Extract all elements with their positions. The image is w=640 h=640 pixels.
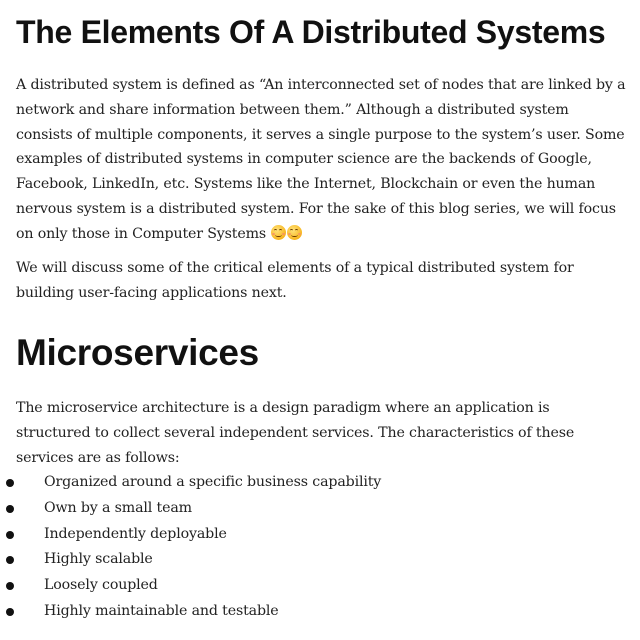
list-item-text: Organized around a specific business capability <box>44 474 382 490</box>
characteristics-list <box>0 470 628 625</box>
smiling-face-icon <box>287 225 302 240</box>
list-item-text: Loosely coupled <box>44 577 158 594</box>
bullet-icon <box>6 479 14 487</box>
bullet-icon <box>6 608 14 616</box>
bullet-icon <box>6 505 14 513</box>
list-item <box>0 470 628 496</box>
list-item-text: Highly maintainable and testable <box>44 602 279 619</box>
section-heading-microservices: Microservices <box>16 332 259 373</box>
list-item-text: Independently deployable <box>44 525 227 542</box>
paragraph-intro-elements: We will discuss some of the critical elements of a typical distributed system for building user-facing applications next. <box>16 260 574 301</box>
bullet-icon <box>6 531 14 539</box>
paragraph-microservices: The microservice architecture is a design paradigm where an application is structured to collect several independent services. The characteristics of these services are as follows: <box>16 400 575 466</box>
bullet-icon <box>6 582 14 590</box>
paragraph-definition <box>16 73 628 247</box>
list-item <box>0 599 628 625</box>
smiling-face-icon <box>271 225 286 240</box>
list-item <box>0 496 628 522</box>
list-item <box>0 547 628 573</box>
section-heading-distributed-systems: The Elements Of A Distributed Systems <box>16 14 606 50</box>
paragraph-definition-text: A distributed system is defined as “An interconnected set of nodes that are linked by a network and share information between them.” Although a distributed system consists of multiple components, it serves a single purpose to the system’s user. Some examples of distributed systems in computer science are the backends of Google, Facebook, LinkedIn, etc. Systems like the Internet, Blockchain or even the human nervous system is a distributed system. For the sake of this blog series, we will focus on only those in Computer Systems <box>16 77 626 242</box>
bullet-icon <box>6 556 14 564</box>
list-item-text: Own by a small team <box>44 499 192 516</box>
list-item <box>0 573 628 599</box>
list-item-text: Highly scalable <box>44 551 153 568</box>
list-item <box>0 522 628 548</box>
